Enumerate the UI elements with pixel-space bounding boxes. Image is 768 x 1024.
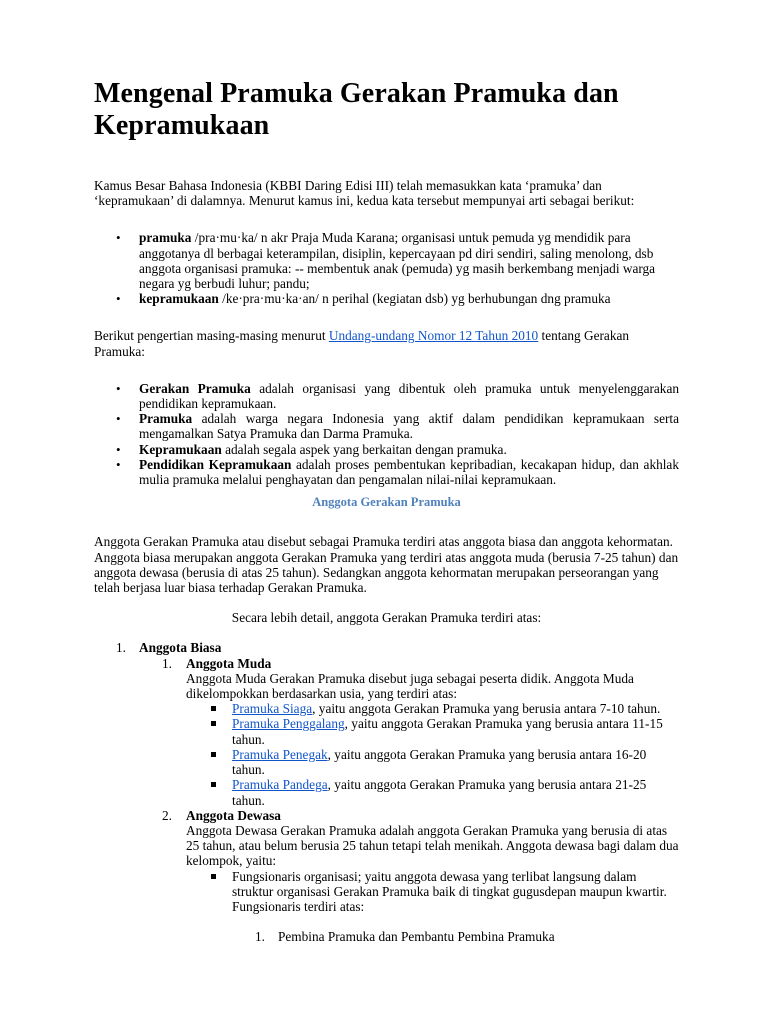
list-item bbox=[94, 869, 679, 915]
list-item bbox=[94, 291, 679, 306]
bullet-icon: • bbox=[116, 456, 121, 472]
list-number: 1. bbox=[116, 640, 126, 656]
bullet-icon: • bbox=[116, 291, 121, 307]
outline-dewasa-title: Anggota Dewasa bbox=[186, 807, 281, 823]
definition-text: adalah segala aspek yang berkaitan dengan pramuka. bbox=[221, 441, 507, 457]
list-item bbox=[94, 701, 679, 716]
list-item bbox=[94, 230, 679, 291]
item-text: , yaitu anggota Gerakan Pramuka yang berusia antara 11-15 tahun. bbox=[232, 716, 663, 747]
square-bullet-icon bbox=[211, 782, 216, 787]
definition-term: Pramuka bbox=[139, 411, 193, 427]
list-item bbox=[94, 747, 679, 777]
list-number: 2. bbox=[162, 807, 172, 823]
definition-text: /pra·mu·ka/ n akr Praja Muda Karana; organisasi untuk pemuda yg mendidik para anggotanya dl berbagai keterampilan, disiplin, kepercayaan pd diri sendiri, saling menolong, dsb anggota organisasi pramuka: -- membentuk anak (pemuda) yg masih berkembang menjadi warga negara yg berbudi luhur; pandu; bbox=[139, 230, 656, 292]
square-bullet-icon bbox=[211, 706, 216, 711]
section-heading: Anggota Gerakan Pramuka bbox=[312, 495, 461, 510]
definition-term: pramuka bbox=[139, 230, 192, 246]
bullet-icon: • bbox=[116, 380, 121, 396]
anggota-paragraph: Anggota Gerakan Pramuka atau disebut sebagai Pramuka terdiri atas anggota biasa dan anggota kehormatan. Anggota biasa merupakan anggota Gerakan Pramuka yang terdiri atas anggota muda (berusia 7-25 tahun) dan anggota dewasa (berusia di atas 25 tahun). Sedangkan anggota kehormatan merupakan perseorangan yang telah berjasa luar biasa terhadap Gerakan Pramuka. bbox=[94, 534, 679, 596]
list-number: 1. bbox=[162, 655, 172, 671]
bullet-icon: • bbox=[116, 411, 121, 427]
item-text: , yaitu anggota Gerakan Pramuka yang berusia antara 21-25 tahun. bbox=[232, 777, 647, 808]
uu-law-link[interactable]: Undang-undang Nomor 12 Tahun 2010 bbox=[328, 328, 539, 344]
detail-line: Secara lebih detail, anggota Gerakan Pramuka terdiri atas: bbox=[231, 610, 542, 626]
uu-definition-list bbox=[94, 381, 679, 487]
item-text: , yaitu anggota Gerakan Pramuka yang berusia antara 16-20 tahun. bbox=[232, 746, 647, 778]
outline-level1-item bbox=[94, 640, 679, 655]
uu-intro-paragraph bbox=[94, 328, 679, 358]
list-item bbox=[94, 411, 679, 441]
bullet-icon: • bbox=[116, 441, 121, 457]
square-bullet-icon bbox=[211, 752, 216, 757]
list-item bbox=[94, 442, 679, 457]
list-item bbox=[94, 381, 679, 411]
item-text: Fungsionaris organisasi; yaitu anggota dewasa yang terlibat langsung dalam struktur organisasi Gerakan Pramuka baik di tingkat gugusdepan maupun kwartir. Fungsionaris terdiri atas: bbox=[232, 868, 667, 914]
pramuka-penegak-link[interactable]: Pramuka Penegak bbox=[232, 746, 328, 762]
definition-text: /ke·pra·mu·ka·an/ n perihal (kegiatan dsb) yg berhubungan dng pramuka bbox=[218, 291, 611, 307]
outline-dewasa bbox=[94, 808, 679, 869]
definition-text: adalah organisasi yang dibentuk oleh pramuka untuk menyelenggarakan pendidikan kepramukaan. bbox=[139, 380, 679, 412]
outline-muda-desc: Anggota Muda Gerakan Pramuka disebut juga sebagai peserta didik. Anggota Muda dikelompokkan berdasarkan usia, yang terdiri atas: bbox=[186, 670, 634, 702]
document-page bbox=[94, 78, 679, 944]
page-title: Mengenal Pramuka Gerakan Pramuka dan Kepramukaan bbox=[94, 78, 619, 141]
outline-level1-title: Anggota Biasa bbox=[139, 640, 222, 656]
outline-muda bbox=[94, 656, 679, 702]
definition-text: adalah proses pembentukan kepribadian, kecakapan hidup, dan akhlak mulia pramuka melalui penghayatan dan pengamalan nilai-nilai kepramukaan. bbox=[139, 456, 679, 488]
outline-sub-item bbox=[94, 929, 679, 944]
dewasa-group-list bbox=[94, 869, 679, 915]
definition-term: Kepramukaan bbox=[139, 441, 222, 457]
definition-text: adalah warga negara Indonesia yang aktif dalam pendidikan kepramukaan serta mengamalkan Satya Pramuka dan Darma Pramuka. bbox=[139, 411, 679, 442]
pramuka-pandega-link[interactable]: Pramuka Pandega bbox=[232, 777, 328, 793]
outline-muda-title: Anggota Muda bbox=[186, 655, 272, 671]
member-outline bbox=[94, 640, 679, 944]
pramuka-siaga-link[interactable]: Pramuka Siaga bbox=[232, 701, 313, 717]
outline-dewasa-desc: Anggota Dewasa Gerakan Pramuka adalah anggota Gerakan Pramuka yang berusia di atas 25 tahun, atau belum berusia 25 tahun tetapi telah menikah. Anggota dewasa bagi dalam dua kelompok, yaitu: bbox=[186, 822, 679, 869]
uu-intro-after: tentang Gerakan Pramuka: bbox=[94, 328, 630, 359]
definition-term: kepramukaan bbox=[139, 291, 219, 307]
list-item bbox=[94, 716, 679, 746]
list-number: 1. bbox=[255, 929, 265, 945]
definition-term: Gerakan Pramuka bbox=[139, 380, 251, 396]
kbbi-definition-list bbox=[94, 230, 679, 306]
muda-category-list bbox=[94, 701, 679, 807]
square-bullet-icon bbox=[211, 721, 216, 726]
list-item bbox=[94, 457, 679, 487]
intro-paragraph: Kamus Besar Bahasa Indonesia (KBBI Daring Edisi III) telah memasukkan kata ‘pramuka’ dan ‘kepramukaan’ di dalamnya. Menurut kamus ini, kedua kata tersebut mempunyai arti sebagai berikut: bbox=[94, 178, 635, 209]
uu-intro-before: Berikut pengertian masing-masing menurut bbox=[94, 328, 329, 344]
square-bullet-icon bbox=[211, 874, 216, 879]
sub-item-text: Pembina Pramuka dan Pembantu Pembina Pramuka bbox=[278, 929, 555, 945]
definition-term: Pendidikan Kepramukaan bbox=[139, 456, 292, 472]
item-text: , yaitu anggota Gerakan Pramuka yang berusia antara 7-10 tahun. bbox=[312, 701, 661, 717]
bullet-icon: • bbox=[116, 230, 121, 246]
list-item bbox=[94, 777, 679, 807]
pramuka-penggalang-link[interactable]: Pramuka Penggalang bbox=[232, 716, 345, 732]
